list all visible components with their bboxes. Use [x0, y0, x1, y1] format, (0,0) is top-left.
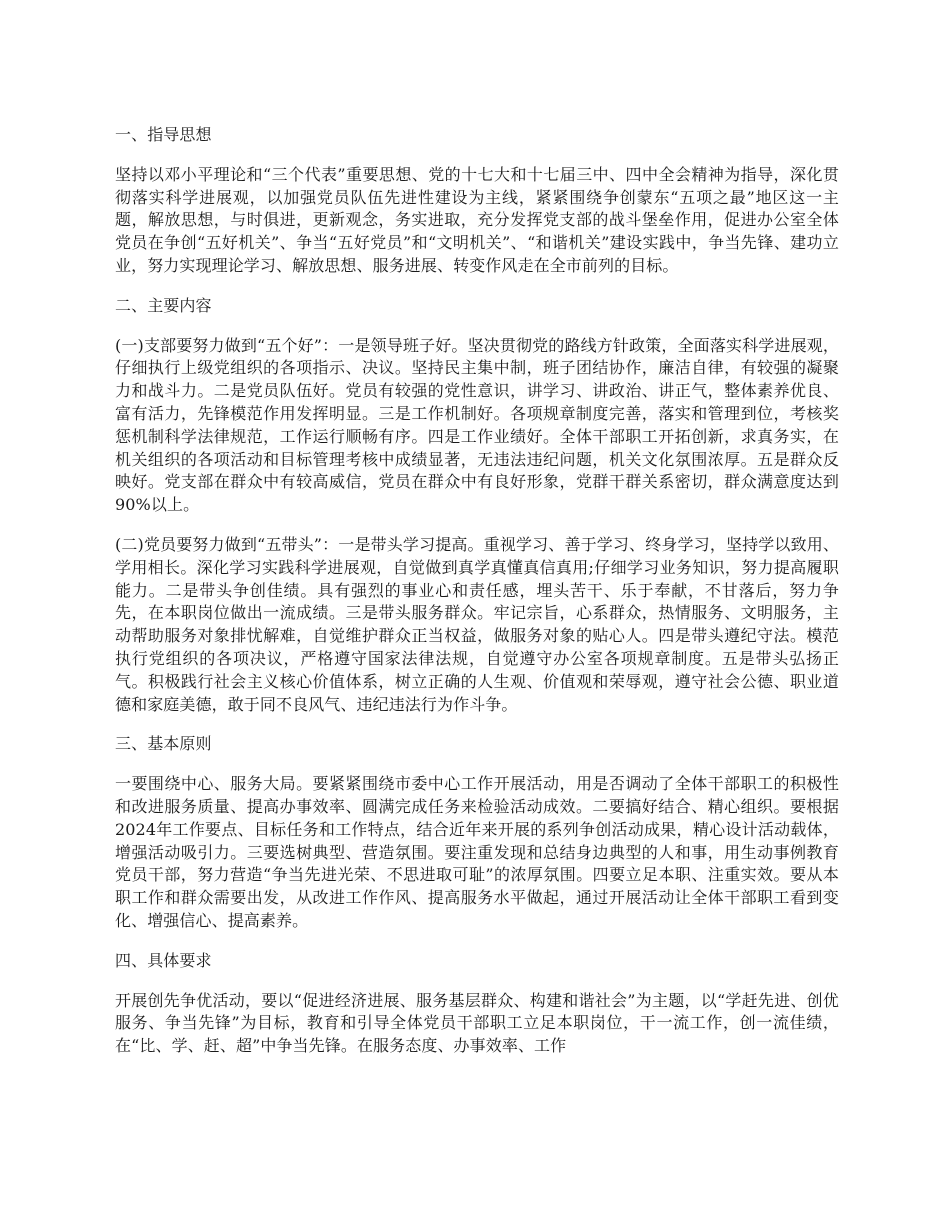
- paragraph: 开展创先争优活动，要以“促进经济进展、服务基层群众、构建和谐社会”为主题，以“学赶先进、创优服务、争当先锋”为目标，教育和引导全体党员干部职工立足本职岗位，干一流工作，创一流佳绩，在“比、学、赶、超”中争当先锋。在服务态度、办事效率、工作: [115, 990, 839, 1056]
- section-heading: 三、基本原则: [115, 734, 212, 754]
- section-heading: 一、指导思想: [115, 125, 212, 144]
- section-specific-requirements: [115, 950, 839, 1058]
- section-guiding-thought: [115, 124, 839, 278]
- document-body: [115, 124, 839, 1075]
- paragraph: (二)党员要努力做到“五带头”：一是带头学习提高。重视学习、善于学习、终身学习，坚持学以致用、学用相长。深化学习实践科学进展观，自觉做到真学真懂真信真用;仔细学习业务知识，努力提高履职能力。二是带头争创佳绩。具有强烈的事业心和责任感，埋头苦干、乐于奉献，不甘落后，努力争先，在本职岗位做出一流成绩。三是带头服务群众。牢记宗旨，心系群众，热情服务、文明服务，主动帮助服务对象排忧解难，自觉维护群众正当权益，做服务对象的贴心人。四是带头遵纪守法。模范执行党组织的各项决议，严格遵守国家法律法规，自觉遵守办公室各项规章制度。五是带头弘扬正气。积极践行社会主义核心价值体系，树立正确的人生观、价值观和荣辱观，遵守社会公德、职业道德和家庭美德，敢于同不良风气、违纪违法行为作斗争。: [115, 534, 839, 714]
- paragraph: 一要围绕中心、服务大局。要紧紧围绕市委中心工作开展活动，用是否调动了全体干部职工的积极性和改进服务质量、提高办事效率、圆满完成任务来检验活动成效。二要搞好结合、精心组织。要根据2024年工作要点、目标任务和工作特点，结合近年来开展的系列争创活动成果，精心设计活动载体，增强活动吸引力。三要选树典型、营造氛围。要注重发现和总结身边典型的人和事，用生动事例教育党员干部，努力营造“争当先进光荣、不思进取可耻”的浓厚氛围。四要立足本职、注重实效。要从本职工作和群众需要出发，从改进工作作风、提高服务水平做起，通过开展活动让全体干部职工看到变化、增强信心、提高素养。: [115, 774, 839, 930]
- section-main-content: [115, 295, 839, 717]
- paragraph: 坚持以邓小平理论和“三个代表”重要思想、党的十七大和十七届三中、四中全会精神为指导，深化贯彻落实科学进展观，以加强党员队伍先进性建设为主线，紧紧围绕争创蒙东“五项之最”地区这一主题，解放思想，与时俱进，更新观念，务实进取，充分发挥党支部的战斗堡垒作用，促进办公室全体党员在争创“五好机关”、争当“五好党员”和“文明机关”、“和谐机关”建设实践中，争当先锋、建功立业，努力实现理论学习、解放思想、服务进展、转变作风走在全市前列的目标。: [115, 164, 839, 275]
- section-heading: 二、主要内容: [115, 295, 212, 315]
- paragraph: (一)支部要努力做到“五个好”：一是领导班子好。坚决贯彻党的路线方针政策，全面落实科学进展观，仔细执行上级党组织的各项指示、决议。坚持民主集中制，班子团结协作，廉洁自律，有较强的凝聚力和战斗力。二是党员队伍好。党员有较强的党性意识，讲学习、讲政治、讲正气，整体素养优良、富有活力，先锋模范作用发挥明显。三是工作机制好。各项规章制度完善，落实和管理到位，考核奖惩机制科学法律规范，工作运行顺畅有序。四是工作业绩好。全体干部职工开拓创新，求真务实，在机关组织的各项活动和目标管理考核中成绩显著，无违法违纪问题，机关文化氛围浓厚。五是群众反映好。党支部在群众中有较高威信，党员在群众中有良好形象，党群干群关系密切，群众满意度达到90%以上。: [115, 335, 839, 515]
- section-basic-principles: [115, 733, 839, 932]
- section-heading: 四、具体要求: [115, 950, 212, 970]
